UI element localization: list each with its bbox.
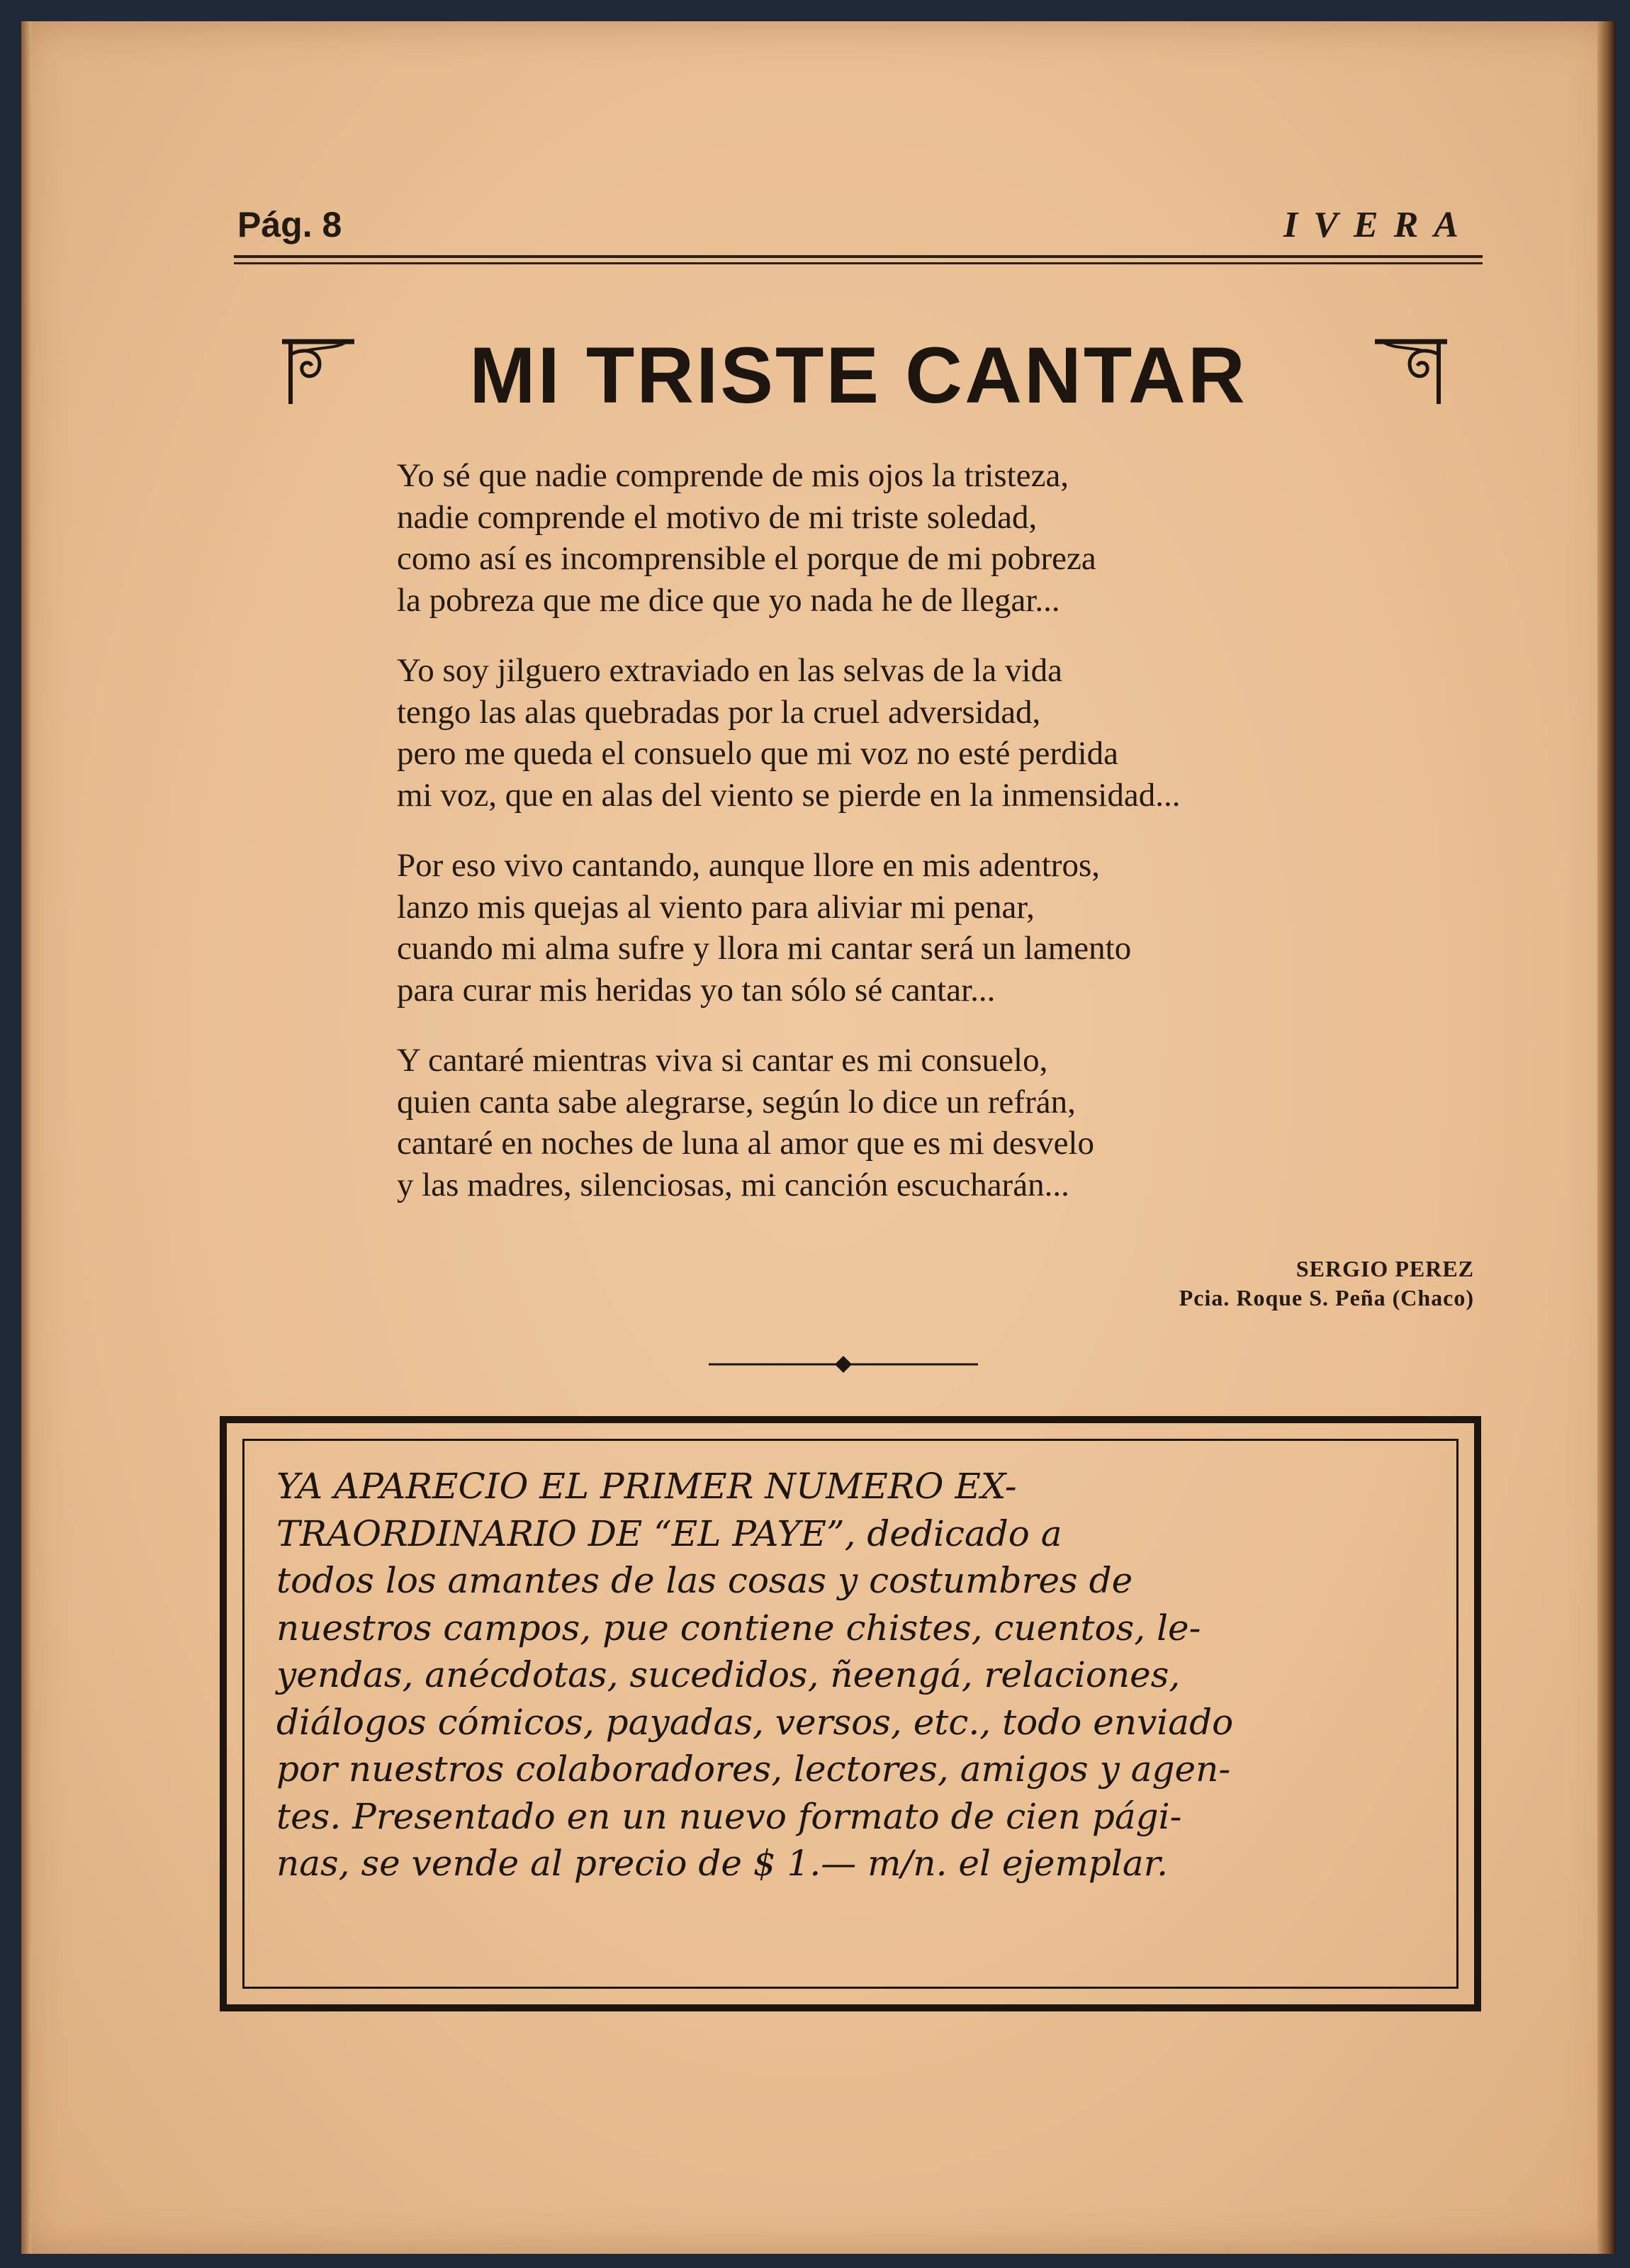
poem-line: cuando mi alma sufre y llora mi cantar será un lamento <box>397 930 1132 967</box>
poem-line: y las madres, silenciosas, mi canción escucharán... <box>397 1166 1069 1203</box>
ad-line: TRAORDINARIO DE “EL PAYE”, dedicado a <box>276 1512 1062 1554</box>
ad-line: diálogos cómicos, payadas, versos, etc., todo enviado <box>276 1701 1234 1743</box>
poem-line: como así es incomprensible el porque de mi pobreza <box>397 540 1096 577</box>
poem-stanza <box>397 650 1502 816</box>
magazine-page <box>21 21 1616 2254</box>
poem-line: mi voz, que en alas del viento se pierde en la inmensidad... <box>397 776 1181 814</box>
poem-line: Por eso vivo cantando, aunque llore en mis adentros, <box>397 847 1100 884</box>
poem-title-block <box>234 326 1483 432</box>
ad-line: tes. Presentado en un nuevo formato de cien pági- <box>276 1795 1182 1837</box>
poem-stanza <box>397 845 1502 1011</box>
binding-spine <box>1597 21 1616 2254</box>
header-rule-top <box>234 255 1483 258</box>
diamond-divider-icon <box>702 1354 985 1375</box>
poem-line: lanzo mis quejas al viento para aliviar mi penar, <box>397 888 1035 926</box>
header-rule-bottom <box>234 262 1483 264</box>
ad-line: nuestros campos, pue contiene chistes, cuentos, le- <box>276 1607 1201 1649</box>
ad-line: yendas, anécdotas, sucedidos, ñeengá, relaciones, <box>276 1654 1181 1695</box>
poem-signature <box>1179 1254 1474 1313</box>
magazine-name: IVERA <box>1283 205 1474 245</box>
poem-line: cantaré en noches de luna al amor que es mi desvelo <box>397 1125 1094 1162</box>
poem-line: quien canta sabe alegrarse, según lo dice un refrán, <box>397 1083 1076 1121</box>
poem-line: para curar mis heridas yo tan sólo sé cantar... <box>397 971 996 1009</box>
poem-line: pero me queda el consuelo que mi voz no esté perdida <box>397 735 1118 772</box>
poem-line: la pobreza que me dice que yo nada he de llegar... <box>397 581 1060 619</box>
ad-line: nas, se vende al precio de $ 1.— m/n. el ejemplar. <box>276 1843 1169 1884</box>
ad-line: YA APARECIO EL PRIMER NUMERO EX- <box>276 1466 1017 1507</box>
scroll-ornament-right-icon <box>1369 333 1454 411</box>
poem-stanza <box>397 1040 1502 1206</box>
poem-line: Y cantaré mientras viva si cantar es mi consuelo, <box>397 1042 1048 1079</box>
poem-line: tengo las alas quebradas por la cruel adversidad, <box>397 693 1041 731</box>
ad-line: por nuestros colaboradores, lectores, amigos y agen- <box>276 1748 1231 1790</box>
author-location: Pcia. Roque S. Peña (Chaco) <box>1179 1285 1474 1310</box>
advertisement-text <box>276 1463 1439 1887</box>
page-left-edge <box>21 21 31 2254</box>
poem-stanza <box>397 455 1502 621</box>
author-name: SERGIO PEREZ <box>1295 1256 1474 1281</box>
ad-line: todos los amantes de las cosas y costumbres de <box>276 1560 1133 1601</box>
poem-body <box>397 455 1502 1235</box>
poem-line: nadie comprende el motivo de mi triste soledad, <box>397 498 1038 536</box>
poem-line: Yo soy jilguero extraviado en las selvas de la vida <box>397 652 1062 689</box>
advertisement-box <box>220 1416 1481 2011</box>
page-number: Pág. 8 <box>237 205 342 245</box>
poem-title: MI TRISTE CANTAR <box>469 331 1247 420</box>
poem-line: Yo sé que nadie comprende de mis ojos la tristeza, <box>397 457 1069 494</box>
